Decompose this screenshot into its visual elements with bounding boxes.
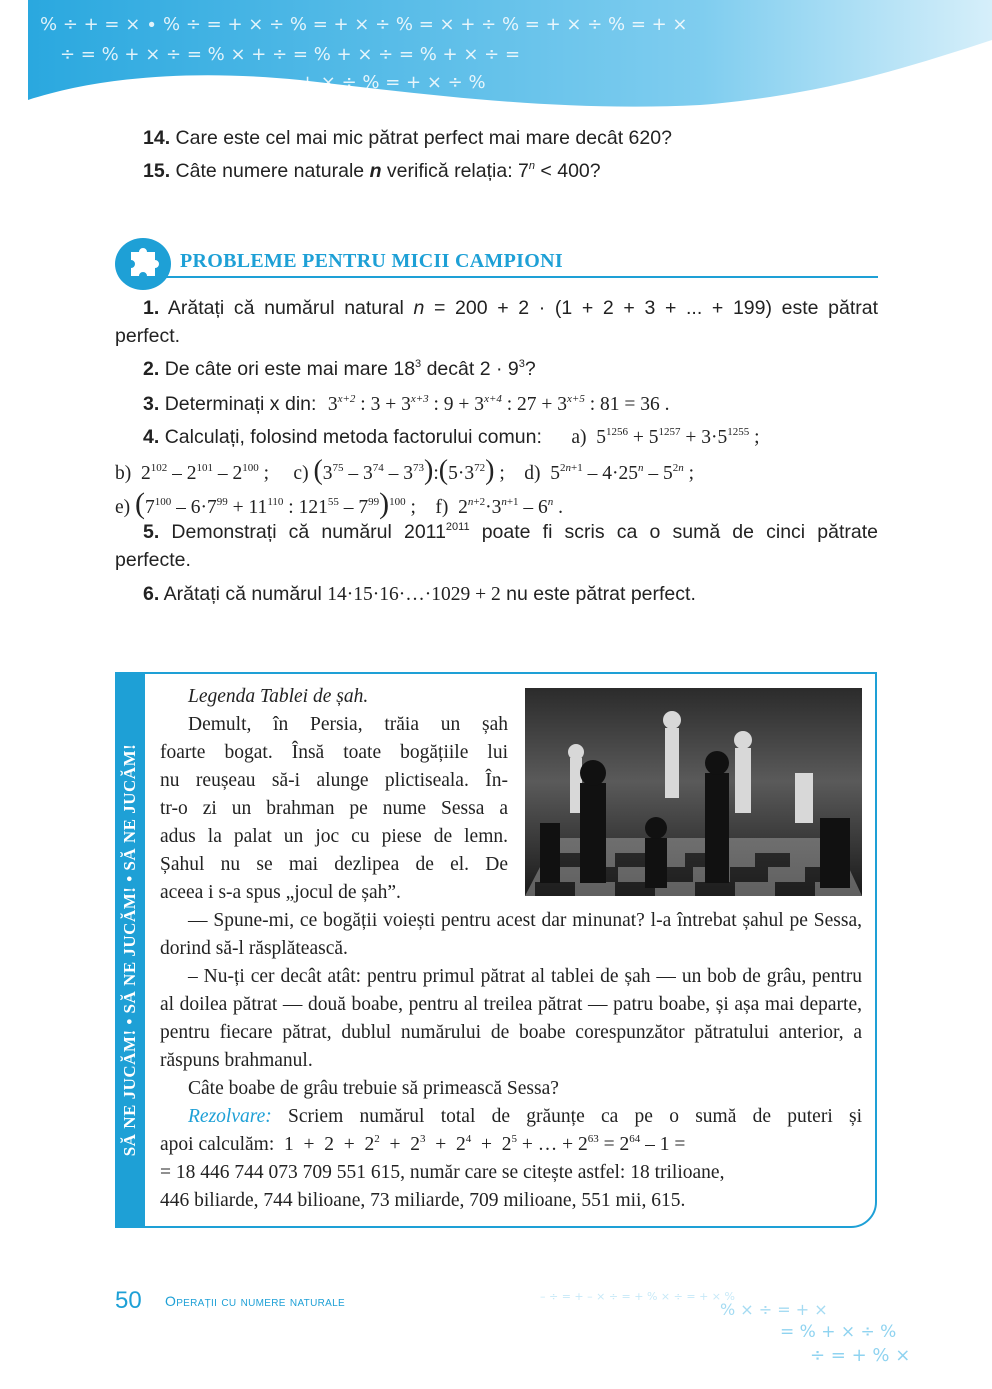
page-number: 50 — [115, 1287, 142, 1314]
story-question: Câte boabe de grâu trebuie să primească Sessa? — [188, 1078, 559, 1099]
problem-1: 1. Arătați că numărul natural n = 200 + 2 · (1 + 2 + 3 + ... + 199) este pătrat perfect. — [115, 297, 878, 347]
story-dialogue-1: — Spune-mi, ce bogății voiești pentru acest dar minunat? l-a întrebat șahul pe Sessa, dorind să-l răsplătească. — [160, 910, 862, 959]
section-title: PROBLEME PENTRU MICII CAMPIONI — [180, 250, 563, 272]
chapter-title: Operații cu numere naturale — [165, 1293, 345, 1309]
svg-text:÷ = % + × ÷ = % × + ÷ = % + ×: ÷ = % + × ÷ = % × + ÷ = % + × ÷ = % + × ÷ = — [60, 44, 521, 65]
svg-text:+ × ÷ % = + × ÷ %: + × ÷ % = + × ÷ % — [300, 72, 486, 93]
problem-4-cont2: e) ($7^{100} - 6\cdot 7^{99} + 11^{110}$ : $121^{55} - 7^{99})^{100}$ ; f) $2^{n+2}\cdot 3^{n+1} - 6^n$ . — [115, 487, 564, 520]
section-underline — [150, 276, 878, 278]
svg-text:÷ = + % ×: ÷ = + % × — [810, 1345, 911, 1366]
problem-15: 15. Câte numere naturale n verifică relația: $7^n < 400$? — [143, 160, 601, 182]
problem-14 — [143, 124, 672, 152]
problem-number: 14. — [143, 127, 171, 149]
problem-number: 15. — [143, 160, 171, 182]
problem-3: 3. Determinați x din: $3^{x+2}$ : $3 + 3^{x+3}$ : $9 + 3^{x+4}$ : $27 + 3^{x+5}$ : 81 = 36 . — [143, 393, 670, 415]
header-math-banner — [0, 0, 992, 125]
svg-text:% ÷ + = × ∙ % ÷ = + × ÷ % = +: % ÷ + = × ∙ % ÷ = + × ÷ % = + × ÷ % = × + ÷ % = + × ÷ % = + × — [40, 14, 688, 35]
story-title: Legenda Tablei de șah. — [188, 686, 369, 707]
exercise-a: a) $5^{1256} + 5^{1257} + 3\cdot 5^{1255}$ ; — [571, 426, 760, 448]
chess-board-photo — [525, 688, 862, 896]
problem-text: Câte numere naturale — [175, 160, 370, 182]
svg-text:= % + × ÷ %: = % + × ÷ % — [780, 1322, 897, 1342]
story-dialogue-2: – Nu-ți cer decât atât: pentru primul pătrat al tablei de șah — un bob de grâu, pentru al doilea pătrat — două boabe, pentru al treilea pătrat — patru boabe, și așa mai departe, pentru fiecare pătrat, dublul numărului de boabe corespunzător pătratului anterior, a răspuns brahmanul. — [160, 966, 862, 1071]
side-banner-label: SĂ NE JUCĂM! • SĂ NE JUCĂM! • SĂ NE JUCĂM! — [120, 743, 139, 1157]
problem-2: 2. De câte ori este mai mare $18^3$ decât $2 \cdot 9^3$? — [143, 358, 536, 380]
problem-4-cont: b) $2^{102} - 2^{101} - 2^{100}$ ; c) ($3^{75} - 3^{74}$ – $3^{73}):(5\cdot 3^{72})$ ; d) $5^{2n+1} - 4\cdot 25^n - 5^{2n}$ ; — [115, 455, 694, 486]
equation: $3^{x+2}$ : $3 + 3^{x+3}$ : $9 + 3^{x+4}$ : $27 + 3^{x+5}$ : 81 = 36 . — [327, 393, 670, 415]
solution: Rezolvare: Scriem numărul total de grăunțe ca pe o sumă de puteri și apoi calculăm: $1 + 2 + 2^2 + 2^3 + 2^4 + 2^5$ + … + $2^{63} = 2^{64} - 1$ = = 18 446 744 073 709 551 615, număr care se citește astfel: 18 trilioane, 446 biliarde, 744 bilioane, 73 miliarde, 709 milioane, 551 mii, 615. — [160, 1106, 862, 1211]
footer-math-decoration — [540, 1275, 960, 1375]
svg-text:– ÷ = + – × ÷ = + % × ÷ = + ×: – ÷ = + – × ÷ = + % × ÷ = + × % — [540, 1290, 735, 1303]
problem-4: 4. Calculați, folosind metoda factorului comun: a) $5^{1256} + 5^{1257} + 3\cdot 5^{1255}$ ; — [143, 426, 760, 448]
story-intro: Demult, în Persia, trăia un șah foarte bogat. Însă toate bogățiile lui nu reușeau să-i alunge plictiseala. În- tr-o zi un brahman pe nume Sessa a adus la palat un joc cu piese de lemn. Șahul nu se mai dezlipea de el. De aceea i s-a spus „jocul de șah”. — [160, 714, 508, 903]
problem-text: Care este cel mai mic pătrat perfect mai mare decât 620? — [175, 127, 672, 149]
problem-6: 6. Arătați că numărul 14·15·16·…·1029 + 2 nu este pătrat perfect. — [143, 583, 696, 605]
puzzle-piece-icon — [113, 236, 173, 292]
problem-5: 5. Demonstrați că numărul $2011^{2011}$ poate fi scris ca o sumă de cinci pătrate perfecte. — [115, 521, 878, 571]
power-sum: $1 + 2 + 2^2 + 2^3 + 2^4 + 2^5$ + … + $2^{63} = 2^{64} - 1$ = — [279, 1133, 686, 1155]
svg-text:% × ÷ = + ×: % × ÷ = + × — [720, 1300, 828, 1319]
